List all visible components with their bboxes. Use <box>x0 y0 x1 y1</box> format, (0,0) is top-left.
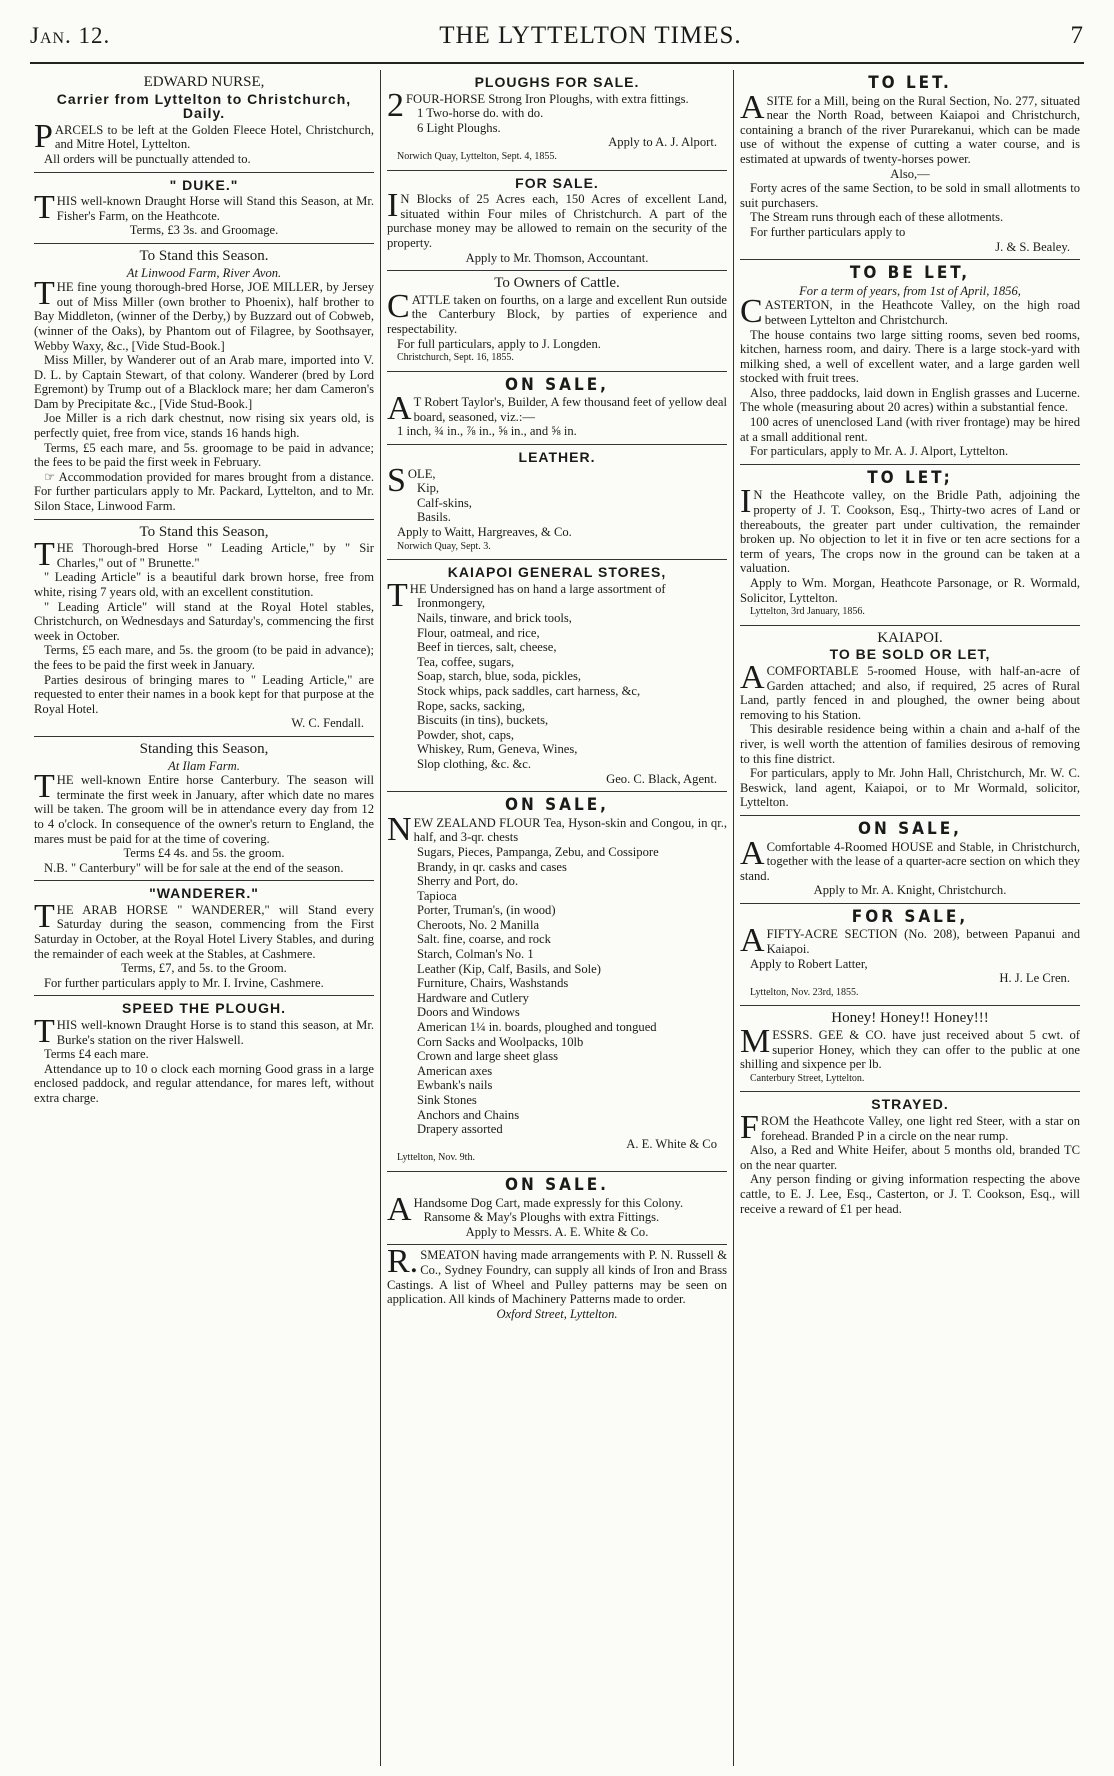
ad-paragraph: 100 acres of unenclosed Land (with river frontage) may be hired at a small additional rent. <box>740 415 1080 444</box>
ad-list-item: Tea, coffee, sugars, <box>417 654 515 669</box>
ad-list-item: American axes <box>417 1063 493 1078</box>
ad-lead-paragraph: THE fine young thorough-bred Horse, JOE MILLER, by Jersey out of Miss Miller (own brother to Phoenix), half brother to Bay Middleton, (winner of the Derby,) by Buzzard out of Cobweb, (winner of the Oaks), by Phantom out of Filagree, by Soothsayer, Webby Waxy, &c., [Vide Stud-Book.] <box>34 275 374 353</box>
ad-lead-paragraph: CASTERTON, in the Heathcote Valley, on the high road between Lyttelton and Christchurch. <box>740 293 1080 331</box>
ad-heading: TO BE LET, <box>849 263 971 284</box>
ad-dateline: Norwich Quay, Sept. 3. <box>397 540 491 552</box>
ad-heading: Carrier from Lyttelton to Christchurch, Daily. <box>56 90 352 122</box>
ad-list-item: Sugars, Pieces, Pampanga, Zebu, and Cossipore <box>417 844 659 859</box>
ad-lead-paragraph: NEW ZEALAND FLOUR Tea, Hyson-skin and Congou, in qr., half, and 3-qr. chests <box>387 810 727 848</box>
advertisement <box>387 70 727 171</box>
advertisement <box>740 1092 1080 1221</box>
ad-lead-paragraph: THE ARAB HORSE " WANDERER," will Stand every Saturday during the season, commencing from the First Saturday in October, at the Royal Hotel Livery Stables, and during the remainder of each week at the Stables, at Cashmere. <box>34 897 374 961</box>
ad-list-item: Kip, <box>417 481 440 496</box>
ad-heading: To Owners of Cattle. <box>494 275 620 292</box>
ad-lead-paragraph: ACOMFORTABLE 5-roomed House, with half-an-acre of Garden attached; and also, if required, 25 acres of Rural Land, partly fenced in and ploughed, the owner being about removing to his Station. <box>740 658 1080 722</box>
ad-signature: H. J. Le Cren. <box>999 971 1070 986</box>
advertisement <box>387 171 727 272</box>
ad-list-item: American 1¼ in. boards, ploughed and tongued <box>417 1020 657 1035</box>
ad-heading: FOR SALE, <box>851 906 969 927</box>
ad-paragraph: Any person finding or giving information respecting the above cattle, to E. J. Lee, Esq., Casterton, or J. T. Cookson, Esq., will receive a reward of £1 per head. <box>740 1172 1080 1216</box>
advertisement <box>387 445 727 560</box>
ad-paragraph: " Leading Article" is a beautiful dark brown horse, free from white, rising 7 years old, with an excellent constitution. <box>34 570 374 599</box>
ad-list-item: Sherry and Port, do. <box>417 874 519 889</box>
ad-list-item: Ewbank's nails <box>417 1078 493 1093</box>
ad-line: Terms, £7, and 5s. to the Groom. <box>121 961 287 976</box>
page-number: 7 <box>1070 22 1084 49</box>
ad-paragraph: Miss Miller, by Wanderer out of an Arab mare, imported into V. D. L. by Captain Stewart, of that colony. Wanderer (bred by Lord Egremont) by Trump out of a Blacklock mare; her dam Cameron's Dam by Precipitate &c., [Vide Stud-Book.] <box>34 353 374 411</box>
ad-paragraph: Parties desirous of bringing mares to " Leading Article," are requested to enter their names in a book kept for that purpose at the Royal Hotel. <box>34 672 374 716</box>
ad-subtitle: For a term of years, from 1st of April, 1856, <box>799 283 1021 298</box>
ad-paragraph: For full particulars, apply to J. Longden. <box>397 336 601 351</box>
advertisement <box>34 881 374 996</box>
ad-paragraph: Ransome & May's Ploughs with extra Fittings. <box>423 1210 660 1225</box>
ad-dateline: Lyttelton, Nov. 23rd, 1855. <box>750 986 859 998</box>
ad-heading: To Stand this Season. <box>139 247 269 264</box>
ad-list-item: Starch, Colman's No. 1 <box>417 947 534 962</box>
ad-lead-paragraph: FROM the Heathcote Valley, one light red Steer, with a star on forehead. Branded P in a circle on the near rump. <box>740 1109 1080 1146</box>
ad-heading: ON SALE, <box>858 818 962 839</box>
ad-paragraph: Terms, £5 each mare, and 5s. the groom (to be paid in advance); the fees to be paid the first week in January. <box>34 643 374 672</box>
ad-lead-paragraph: THE Undersigned has on hand a large assortment of <box>387 576 666 614</box>
ad-subtitle: Oxford Street, Lyttelton. <box>496 1306 618 1321</box>
ad-heading: FOR SALE. <box>515 174 599 191</box>
ad-list-item: 1 Two-horse do. with do. <box>417 106 544 121</box>
advertisement <box>387 792 727 1172</box>
ad-lead-paragraph: ASITE for a Mill, being on the Rural Section, No. 277, situated near the North Road, between Kaiapoi and Christchurch, containing a branch of the river Purarekanui, which can be made use of without the expense of cutting a water course, and is estimated at upwards of twenty-horses power. <box>740 88 1080 166</box>
ad-line: Terms, £3 3s. and Groomage. <box>129 223 279 238</box>
ad-paragraph: For particulars, apply to Mr. John Hall, Christchurch, Mr. W. C. Beswick, land agent, Kaiapoi, or to Mr Wormald, solicitor, Lyttelton. <box>740 766 1080 810</box>
advertisement <box>34 173 374 244</box>
ad-heading: TO LET. <box>868 73 952 93</box>
ad-heading: TO LET; <box>867 467 953 488</box>
ad-paragraph: Terms £4 each mare. <box>44 1047 149 1062</box>
ad-lead-paragraph: THE well-known Entire horse Canterbury. The season will terminate the first week in January, after which date no mares will be taken. The groom will be in attendance every day from 12 to 4 o'clock. In consequence of the owner's return to England, the mares must be paid for at the time of covering. <box>34 768 374 846</box>
ad-list-item: Hardware and Cutlery <box>417 990 529 1005</box>
ad-list-item: Brandy, in qr. casks and cases <box>417 859 567 874</box>
ad-dateline: Canterbury Street, Lyttelton. <box>750 1072 865 1084</box>
advertisement <box>34 70 374 173</box>
ad-list-item: Calf-skins, <box>417 495 472 510</box>
ad-heading: "WANDERER." <box>149 885 259 902</box>
ad-heading: PLOUGHS FOR SALE. <box>474 74 640 90</box>
ad-dateline: Norwich Quay, Lyttelton, Sept. 4, 1855. <box>397 150 557 162</box>
advertisement <box>740 904 1080 1007</box>
ad-dateline: Lyttelton, Nov. 9th. <box>397 1152 475 1164</box>
ad-heading: STRAYED. <box>871 1096 949 1113</box>
column-2 <box>380 70 733 1766</box>
ad-subtitle: At Ilam Farm. <box>168 758 240 773</box>
advertisement <box>740 70 1080 260</box>
ad-line: Terms £4 4s. and 5s. the groom. <box>123 846 285 861</box>
advertisement <box>387 1245 727 1326</box>
ad-paragraph: This desirable residence being within a chain and a-half of the river, is well worth the attention of families desirous of removing to this fine district. <box>740 722 1080 766</box>
ad-heading: SPEED THE PLOUGH. <box>121 1000 287 1017</box>
ad-list-item: Rope, sacks, sacking, <box>417 698 526 713</box>
column-1 <box>28 70 380 1766</box>
ad-heading: EDWARD NURSE, <box>143 74 265 90</box>
ad-lead-paragraph: R.SMEATON having made arrangements with P. N. Russell & Co., Sydney Foundry, can supply all kinds of Iron and Brass Castings. A list of Wheel and Pulley patterns may be seen on application. All kinds of Machinery Patterns made to order. <box>387 1243 727 1307</box>
ad-list-item: Leather (Kip, Calf, Basils, and Sole) <box>417 961 601 976</box>
advertisement <box>740 260 1080 465</box>
ad-lead-paragraph: 2FOUR-HORSE Strong Iron Ploughs, with extra fittings. <box>387 86 689 124</box>
ad-list-item: Flour, oatmeal, and rice, <box>417 625 540 640</box>
ad-list-item: Ironmongery, <box>417 596 486 611</box>
ad-paragraph: N.B. " Canterbury" will be for sale at the end of the season. <box>44 860 344 875</box>
ad-signature: W. C. Fendall. <box>291 716 364 731</box>
advertisement <box>740 816 1080 904</box>
ad-paragraph: Apply to Robert Latter, <box>750 956 868 971</box>
ad-list-item: Slop clothing, &c. &c. <box>417 756 532 771</box>
ad-line: Apply to Messrs. A. E. White & Co. <box>465 1224 649 1239</box>
ad-list-item: Basils. <box>417 510 451 525</box>
advertisement <box>740 626 1080 816</box>
advertisement <box>387 1172 727 1245</box>
ad-heading: LEATHER. <box>518 449 596 466</box>
ad-paragraph: For further particulars apply to Mr. I. Irvine, Cashmere. <box>44 975 324 990</box>
ad-list-item: Crown and large sheet glass <box>417 1049 559 1064</box>
issue-date: Jan. 12. <box>30 23 111 48</box>
ad-heading: " DUKE." <box>169 176 239 193</box>
advertisement <box>34 520 374 737</box>
ad-paragraph: The house contains two large sitting rooms, seven bed rooms, kitchen, harness room, and dairy. There is a large stock-yard with milking shed, a well of excellent water, and a large garden well stocked with fruit trees. <box>740 327 1080 386</box>
ad-paragraph: Apply to Waitt, Hargreaves, & Co. <box>397 525 572 540</box>
ad-list-item: Biscuits (in tins), buckets, <box>417 713 549 728</box>
ad-signature: J. & S. Bealey. <box>995 239 1070 254</box>
ad-lead-paragraph: AHandsome Dog Cart, made expressly for this Colony. <box>387 1190 684 1228</box>
ad-signature: A. E. White & Co <box>626 1136 717 1151</box>
newspaper-title: THE LYTTELTON TIMES. <box>439 22 742 49</box>
ad-heading: ON SALE, <box>505 795 609 816</box>
ad-lead-paragraph: SOLE, <box>387 461 436 499</box>
ad-heading: To Stand this Season, <box>139 523 269 540</box>
ad-paragraph: 1 inch, ¾ in., ⅞ in., ⅝ in., and ⅝ in. <box>397 424 577 439</box>
ad-list-item: Doors and Windows <box>417 1005 520 1020</box>
ad-paragraph: Apply to Wm. Morgan, Heathcote Parsonage, or R. Wormald, Solicitor, Lyttelton. <box>740 576 1080 605</box>
ad-list-item: Salt. fine, coarse, and rock <box>417 932 551 947</box>
ad-lead-paragraph: PARCELS to be left at the Golden Fleece Hotel, Christchurch, and Mitre Hotel, Lyttelton. <box>34 117 374 155</box>
ad-list-item: Cheroots, No. 2 Manilla <box>417 917 540 932</box>
ad-lead-paragraph: THIS well-known Draught Horse is to stand this season, at Mr. Burke's station on the river Halswell. <box>34 1013 374 1051</box>
ad-list-item: Whiskey, Rum, Geneva, Wines, <box>417 742 578 757</box>
ad-lead-paragraph: THE Thorough-bred Horse " Leading Article," by " Sir Charles," out of " Brunette." <box>34 536 374 574</box>
ad-lead-paragraph: THIS well-known Draught Horse will Stand this Season, at Mr. Fisher's Farm, on the Heathcote. <box>34 189 374 227</box>
advertisement <box>387 271 727 372</box>
column-3 <box>733 70 1086 1766</box>
advertisement <box>34 244 374 520</box>
ad-list-item: Tapioca <box>417 888 457 903</box>
advertisement <box>740 1006 1080 1092</box>
ad-signature: Apply to A. J. Alport. <box>608 135 717 150</box>
ad-paragraph: Also, three paddocks, laid down in English grasses and Lucerne. The whole (measuring about 20 acres) within a substantial fence. <box>740 385 1080 415</box>
ad-lead-paragraph: CATTLE taken on fourths, on a large and excellent Run outside the Canterbury Block, by parties of experience and respectability. <box>387 287 727 336</box>
masthead <box>30 22 1084 64</box>
ad-list-item: Corn Sacks and Woolpacks, 10lb <box>417 1034 584 1049</box>
ad-list-item: Furniture, Chairs, Washstands <box>417 976 569 991</box>
advertisement <box>34 737 374 881</box>
ad-heading: Standing this Season, <box>139 740 269 757</box>
advertisement <box>387 560 727 792</box>
ad-heading: TO BE SOLD OR LET, <box>829 646 991 663</box>
ad-paragraph: For particulars, apply to Mr. A. J. Alport, Lyttelton. <box>750 444 1009 459</box>
ad-list-item: Nails, tinware, and brick tools, <box>417 611 572 625</box>
ad-list-item: Soap, starch, blue, soda, pickles, <box>417 669 582 684</box>
ad-list-item: 6 Light Ploughs. <box>417 120 501 135</box>
ad-lead-paragraph: AFIFTY-ACRE SECTION (No. 208), between Papanui and Kaiapoi. <box>740 922 1080 960</box>
ad-heading: Honey! Honey!! Honey!!! <box>831 1010 989 1027</box>
ad-dateline: Lyttelton, 3rd January, 1856. <box>750 606 865 618</box>
ad-list-item: Powder, shot, caps, <box>417 727 515 742</box>
advertisement <box>34 996 374 1110</box>
ad-subtitle: At Linwood Farm, River Avon. <box>126 265 282 280</box>
ad-lead-paragraph: AComfortable 4-Roomed HOUSE and Stable, in Christchurch, together with the lease of a quarter-acre section on which they stand. <box>740 834 1080 883</box>
ad-heading: ON SALE. <box>505 1174 609 1195</box>
ad-paragraph: Forty acres of the same Section, to be sold in small allotments to suit purchasers. <box>740 181 1080 210</box>
ad-paragraph: " Leading Article" will stand at the Royal Hotel stables, Christchurch, on Wednesdays and Saturday's, commencing the first week in October. <box>34 599 374 643</box>
ad-line: Apply to Mr. A. Knight, Christchurch. <box>813 883 1007 898</box>
ad-signature: Geo. C. Black, Agent. <box>606 771 717 786</box>
ad-list-item: Sink Stones <box>417 1093 477 1107</box>
advertisement <box>387 372 727 445</box>
ad-line: Also,— <box>890 166 930 181</box>
ad-paragraph: Terms, £5 each mare, and 5s. groomage to be paid in advance; the fees to be paid the first week in February. <box>34 440 374 470</box>
ad-dateline: Christchurch, Sept. 16, 1855. <box>397 352 514 364</box>
ad-list-item: Anchors and Chains <box>417 1107 520 1122</box>
ad-paragraph: ☞ Accommodation provided for mares brought from a distance. For further particulars apply to Mr. Packard, Lyttelton, and to Mr. Silon Stace, Linwood Farm. <box>34 469 374 514</box>
ad-heading: ON SALE, <box>505 374 609 395</box>
ad-paragraph: For further particulars apply to <box>750 224 906 239</box>
ad-list-item: Drapery assorted <box>417 1122 503 1137</box>
ad-list-item: Beef in tierces, salt, cheese, <box>417 640 557 655</box>
columns <box>28 70 1086 1766</box>
ad-lead-paragraph: AT Robert Taylor's, Builder, A few thousand feet of yellow deal board, seasoned, viz.:— <box>387 390 727 428</box>
ad-lead-paragraph: MESSRS. GEE & CO. have just received about 5 cwt. of superior Honey, which they can offer to the public at one shilling and sixpence per lb. <box>740 1023 1080 1072</box>
ad-list-item: Stock whips, pack saddles, cart harness, &c, <box>417 683 641 698</box>
ad-lead-paragraph: IN the Heathcote valley, on the Bridle Path, adjoining the property of J. T. Cookson, Esq., Thirty-two acres of Land or thereabouts, the greater part under cultivation, the remainder broken up. No objection to let it in five or ten acre sections for a term of years, The crops now in the ground can be taken at a valuation. <box>740 483 1080 576</box>
ad-line: Apply to Mr. Thomson, Accountant. <box>465 250 649 265</box>
ad-paragraph: Attendance up to 10 o clock each morning Good grass in a large enclosed paddock, and regular attendance, for mares left, without extra charge. <box>34 1061 374 1105</box>
ad-lead-paragraph: IN Blocks of 25 Acres each, 150 Acres of excellent Land, situated within Four miles of Christchurch. A part of the purchase money may be allowed to remain on the security of the property. <box>387 187 727 250</box>
ad-paragraph: Also, a Red and White Heifer, about 5 months old, branded TC on the near quarter. <box>740 1143 1080 1172</box>
ad-heading: KAIAPOI GENERAL STORES, <box>447 564 667 581</box>
ad-paragraph: The Stream runs through each of these allotments. <box>750 210 1004 225</box>
ad-list-item: Porter, Truman's, (in wood) <box>417 903 556 918</box>
ad-paragraph: Joe Miller is a rich dark chestnut, now rising six years old, is perfectly quiet, free from vice, stands 16 hands high. <box>34 411 374 441</box>
ad-paragraph: All orders will be punctually attended to. <box>44 151 251 166</box>
advertisement <box>740 465 1080 626</box>
ad-heading: KAIAPOI. <box>877 629 943 646</box>
